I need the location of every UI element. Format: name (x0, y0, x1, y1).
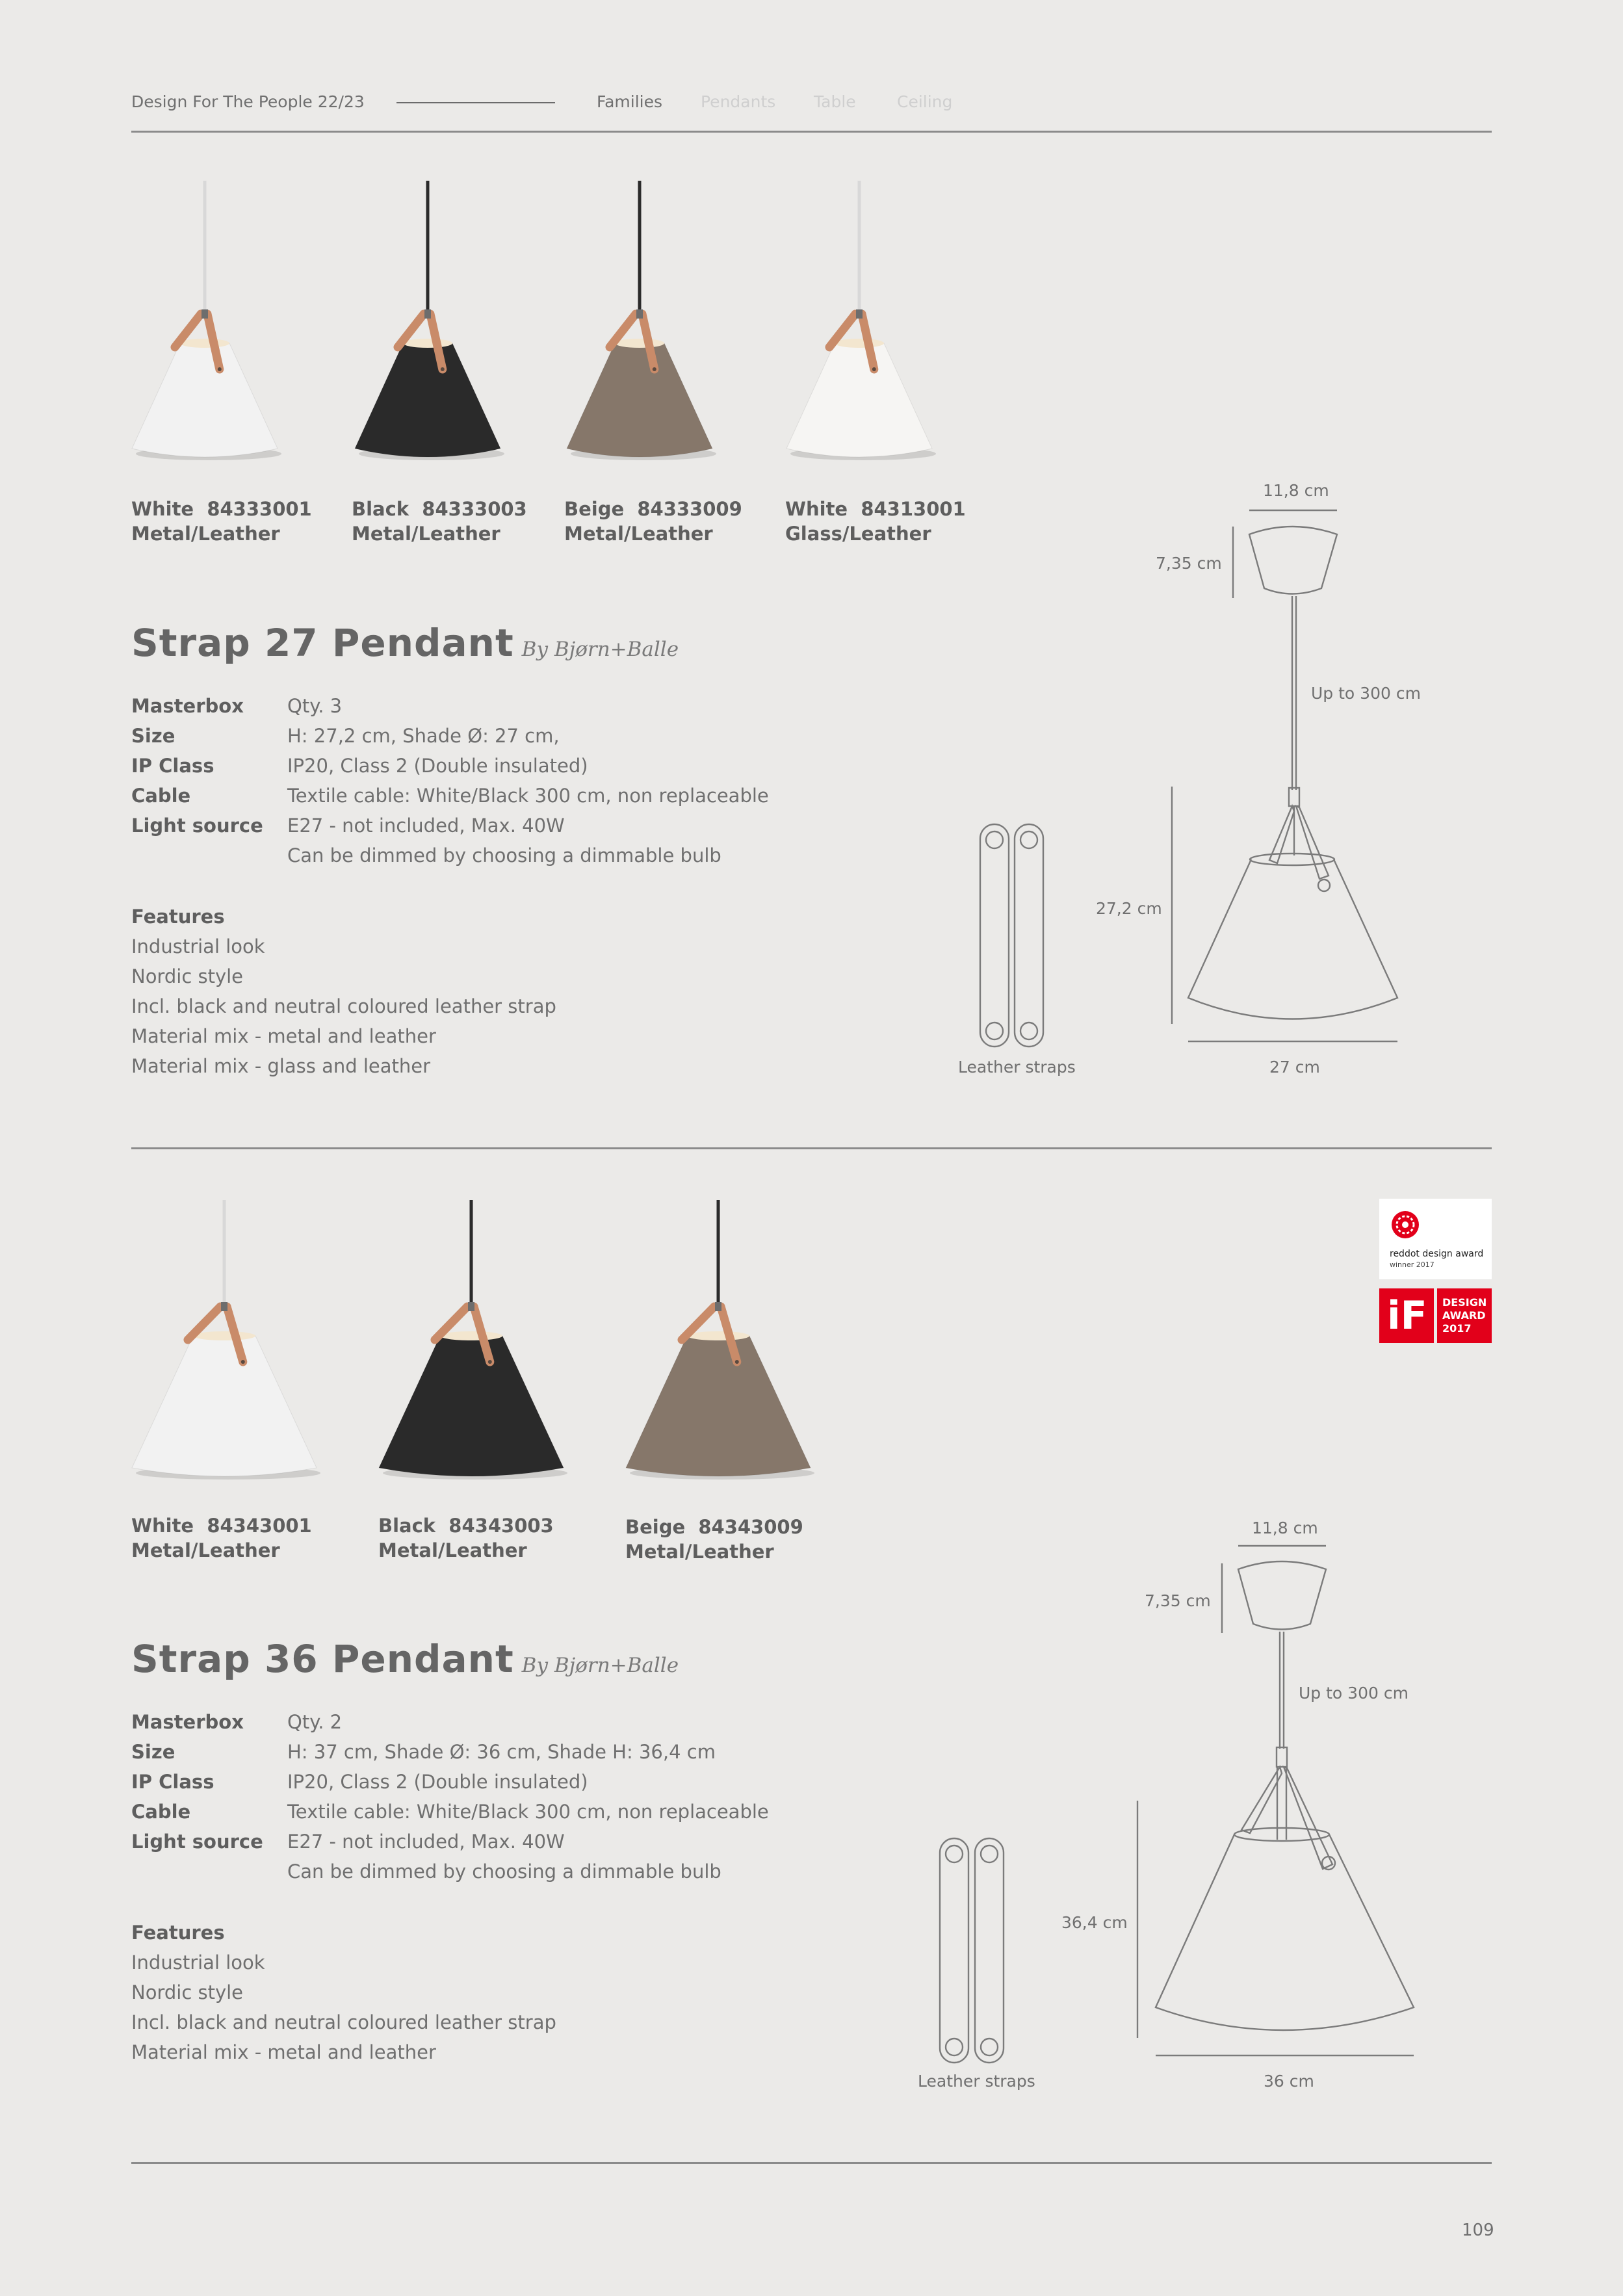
product-title: Strap 36 Pendant By Bjørn+Balle (131, 1637, 679, 1681)
spec-value: Textile cable: White/Black 300 cm, non replaceable (287, 785, 769, 807)
nav-ceiling[interactable]: Ceiling (897, 92, 953, 111)
feature-item: Industrial look (131, 935, 265, 958)
spec-key: Masterbox (131, 1711, 244, 1733)
dim-diameter: 36 cm (1264, 2072, 1314, 2091)
feature-item: Material mix - glass and leather (131, 1055, 431, 1077)
spec-value: IP20, Class 2 (Double insulated) (287, 1771, 588, 1793)
feature-item: Incl. black and neutral coloured leather strap (131, 995, 556, 1017)
spec-value: Can be dimmed by choosing a dimmable bulb (287, 1860, 721, 1883)
if-award-line: 2017 (1442, 1322, 1472, 1335)
spec-value: IP20, Class 2 (Double insulated) (287, 755, 588, 777)
dim-canopy-height: 7,35 cm (1145, 1591, 1211, 1610)
variant-label: White 84343001 Metal/Leather (131, 1515, 312, 1561)
variant-label: Black 84343003 Metal/Leather (378, 1515, 554, 1561)
if-logo-text: iF (1387, 1293, 1427, 1338)
designer-credit: By Bjørn+Balle (521, 1654, 679, 1677)
leather-straps-label: Leather straps (918, 2072, 1035, 2091)
dim-height: 27,2 cm (1096, 899, 1162, 918)
dim-height: 36,4 cm (1061, 1913, 1128, 1932)
dim-canopy-width: 11,8 cm (1263, 481, 1329, 500)
dim-canopy-height: 7,35 cm (1156, 554, 1222, 573)
variant-label: White 84313001 Glass/Leather (785, 498, 966, 545)
features-title: Features (131, 1922, 225, 1944)
spec-value: Qty. 2 (287, 1711, 343, 1733)
feature-item: Incl. black and neutral coloured leather strap (131, 2011, 556, 2033)
reddot-award-text: reddot design award (1390, 1249, 1484, 1259)
page-number: 109 (1462, 2221, 1494, 2240)
variant-label: Beige 84333009 Metal/Leather (564, 498, 742, 545)
feature-item: Material mix - metal and leather (131, 1025, 436, 1047)
variant-label: Black 84333003 Metal/Leather (352, 498, 527, 545)
spec-key: Size (131, 725, 175, 747)
spec-value: Textile cable: White/Black 300 cm, non replaceable (287, 1801, 769, 1823)
spec-value: H: 27,2 cm, Shade Ø: 27 cm, (287, 725, 560, 747)
feature-item: Material mix - metal and leather (131, 2041, 436, 2063)
product-title: Strap 27 Pendant By Bjørn+Balle (131, 621, 679, 665)
nav-families[interactable]: Families (597, 92, 663, 111)
spec-key: Cable (131, 785, 191, 807)
spec-value: H: 37 cm, Shade Ø: 36 cm, Shade H: 36,4 cm (287, 1741, 716, 1763)
feature-item: Nordic style (131, 965, 244, 987)
footer-rule (131, 2162, 1492, 2164)
spec-key: Cable (131, 1801, 191, 1823)
leather-straps-label: Leather straps (958, 1058, 1076, 1076)
spec-key: Light source (131, 1831, 263, 1853)
if-award-line: AWARD (1442, 1309, 1486, 1322)
feature-item: Industrial look (131, 1951, 265, 1974)
if-award-line: DESIGN (1442, 1296, 1487, 1309)
nav-table[interactable]: Table (814, 92, 856, 111)
dim-cable-length: Up to 300 cm (1299, 1684, 1409, 1702)
spec-value: Qty. 3 (287, 695, 343, 717)
features-title: Features (131, 906, 225, 928)
designer-credit: By Bjørn+Balle (521, 638, 679, 661)
dim-diameter: 27 cm (1269, 1058, 1320, 1076)
spec-key: Masterbox (131, 695, 244, 717)
reddot-award-year: winner 2017 (1390, 1260, 1435, 1269)
spec-value: E27 - not included, Max. 40W (287, 815, 565, 837)
catalog-title: Design For The People 22/23 (131, 92, 365, 111)
dim-cable-length: Up to 300 cm (1311, 684, 1421, 703)
feature-item: Nordic style (131, 1981, 244, 2003)
variant-label: White 84333001 Metal/Leather (131, 498, 312, 545)
variant-label: Beige 84343009 Metal/Leather (625, 1516, 803, 1563)
dim-canopy-width: 11,8 cm (1252, 1519, 1318, 1537)
spec-key: IP Class (131, 1771, 214, 1793)
spec-key: IP Class (131, 755, 214, 777)
nav-pendants[interactable]: Pendants (701, 92, 776, 111)
spec-key: Light source (131, 815, 263, 837)
spec-key: Size (131, 1741, 175, 1763)
spec-value: E27 - not included, Max. 40W (287, 1831, 565, 1853)
spec-value: Can be dimmed by choosing a dimmable bulb (287, 844, 721, 867)
